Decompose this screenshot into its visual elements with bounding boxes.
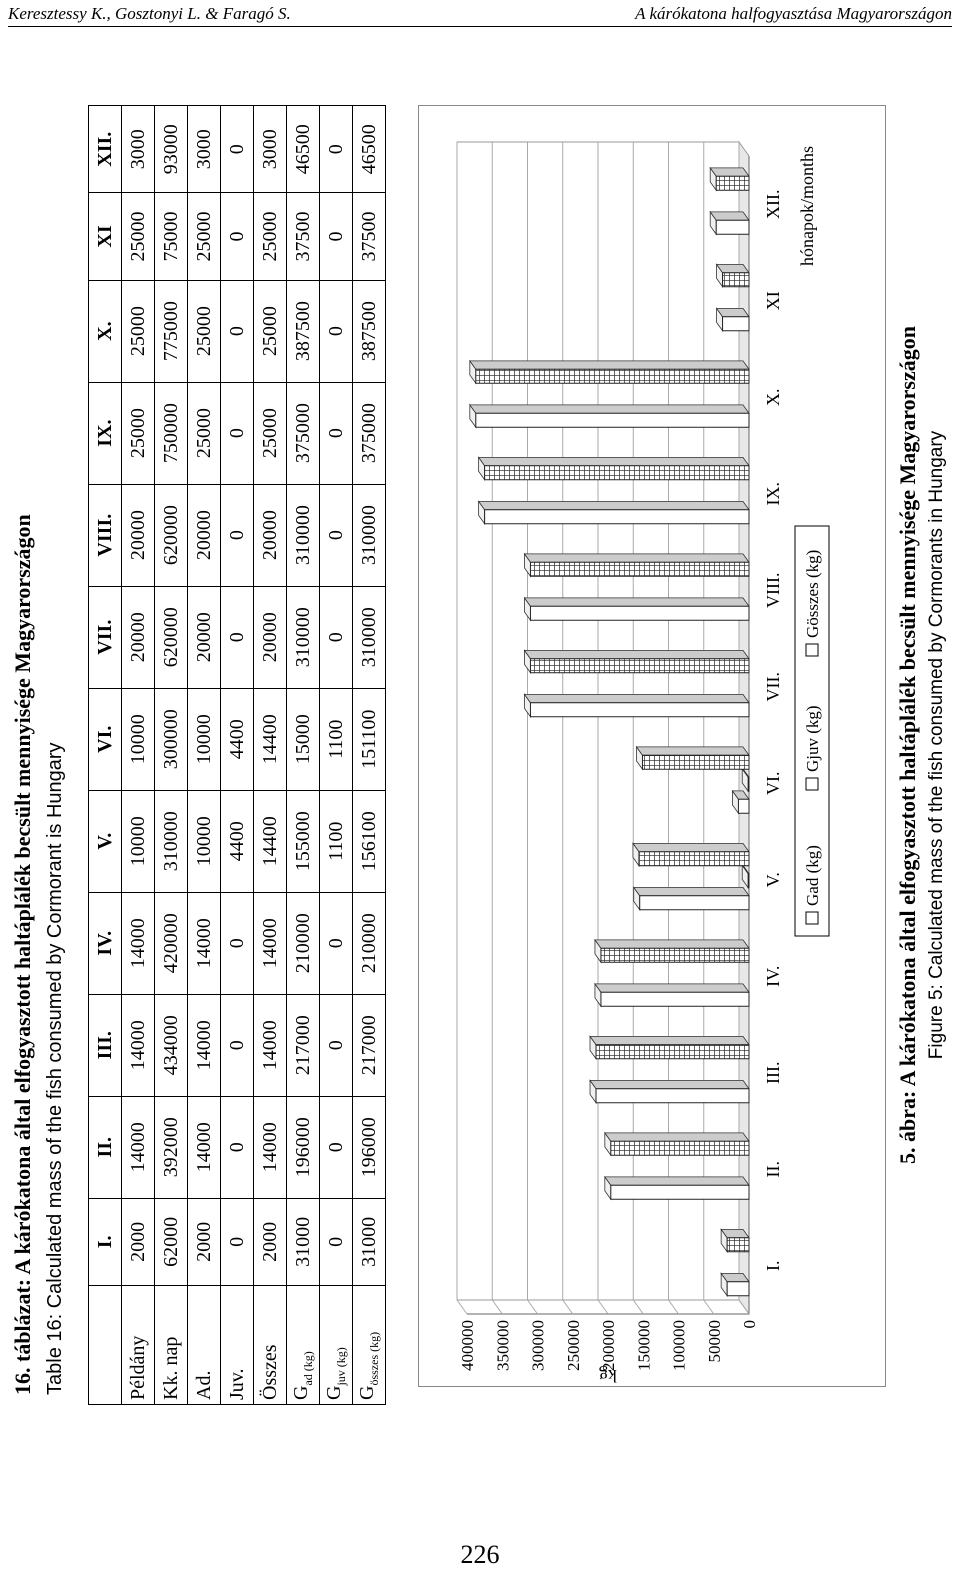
legend-swatch <box>806 644 818 656</box>
table-cell: 14000 <box>254 892 287 994</box>
bar <box>723 273 749 287</box>
bar <box>640 896 749 910</box>
gridline-depth <box>633 1300 643 1314</box>
table-cell: 10000 <box>122 790 155 892</box>
table-cell: 151100 <box>353 688 386 790</box>
bar <box>723 317 749 331</box>
bar-side <box>595 940 749 948</box>
table-cell: 210000 <box>287 892 320 994</box>
bar <box>727 1282 749 1296</box>
data-table <box>88 105 386 1405</box>
bar <box>485 510 749 524</box>
bar-side <box>595 984 749 992</box>
table-cell: 310000 <box>353 586 386 688</box>
bar-side <box>524 554 749 562</box>
bar-side <box>590 1036 749 1044</box>
table-cell: 620000 <box>155 484 188 586</box>
bar <box>639 852 749 866</box>
table-cell: 1100 <box>320 688 353 790</box>
bar-side <box>605 1177 749 1185</box>
table-cell: 0 <box>320 280 353 382</box>
x-tick-label: XII. <box>763 189 783 219</box>
gridline-depth <box>563 1300 573 1314</box>
table-subtitle: Table 16: Calculated mass of the fish consumed by Cormorant is Hungary <box>44 742 66 1395</box>
x-tick-label: VI. <box>763 771 783 795</box>
bar-side <box>470 361 749 369</box>
bar <box>530 659 749 673</box>
row-label-main: G <box>290 1385 312 1400</box>
legend-swatch <box>806 778 818 790</box>
table-cell: 0 <box>320 382 353 484</box>
x-tick-label: VII. <box>763 672 783 702</box>
table-cell: 46500 <box>287 106 320 193</box>
table-cell: 0 <box>320 193 353 280</box>
table-cell: 156100 <box>353 790 386 892</box>
table-cell: 25000 <box>122 280 155 382</box>
table-cell: 14000 <box>254 1096 287 1198</box>
table-cell: 25000 <box>188 280 221 382</box>
legend-label: Gösszes (kg) <box>803 549 822 638</box>
table-cell: 3000 <box>188 106 221 193</box>
table-cell: 14400 <box>254 688 287 790</box>
x-tick-label: II. <box>763 1161 783 1178</box>
table-row <box>221 106 254 1405</box>
table-cell: 25000 <box>254 280 287 382</box>
table-cell: 0 <box>221 586 254 688</box>
row-label <box>353 1286 386 1405</box>
table-cell: 4400 <box>221 688 254 790</box>
table-cell: 0 <box>221 106 254 193</box>
table-cell: 31000 <box>353 1198 386 1285</box>
table-cell: 310000 <box>155 790 188 892</box>
table-cell: 775000 <box>155 280 188 382</box>
table-cell: 3000 <box>122 106 155 193</box>
bar <box>611 1141 749 1155</box>
table-cell: 0 <box>221 1198 254 1285</box>
table-cell: 392000 <box>155 1096 188 1198</box>
table-cell: 0 <box>221 280 254 382</box>
table-cell: 10000 <box>188 688 221 790</box>
bar-side <box>636 747 749 755</box>
table-row <box>287 106 320 1405</box>
table-cell: 0 <box>320 106 353 193</box>
table-cell: 155000 <box>287 790 320 892</box>
row-label: Kk. nap <box>155 1286 188 1405</box>
table-cell: 0 <box>320 484 353 586</box>
table-cell: 196000 <box>353 1096 386 1198</box>
table-cell: 217000 <box>287 994 320 1096</box>
table-cell: 37500 <box>353 193 386 280</box>
bar <box>476 369 749 383</box>
bar-side <box>634 887 749 895</box>
bar <box>530 606 749 620</box>
table-header-row <box>89 106 122 1405</box>
table-cell: 14000 <box>188 1096 221 1198</box>
table-cell: 14000 <box>122 994 155 1096</box>
row-label: Ad. <box>188 1286 221 1405</box>
x-tick-label: V. <box>763 872 783 888</box>
gridline-depth <box>669 1300 679 1314</box>
y-tick-label: 0 <box>740 1320 759 1329</box>
table-cell: 0 <box>320 1096 353 1198</box>
col-header: XI <box>89 193 122 280</box>
legend-label: Gjuv (kg) <box>803 705 822 772</box>
x-tick-label: IV. <box>763 965 783 987</box>
row-label: Példány <box>122 1286 155 1405</box>
table-cell: 0 <box>320 586 353 688</box>
gridline-depth <box>704 1300 714 1314</box>
y-tick-label: 350000 <box>493 1320 513 1371</box>
table-row <box>188 106 221 1405</box>
bar <box>596 1045 749 1059</box>
table-row <box>155 106 188 1405</box>
row-label-sub: ad (kg) <box>301 1351 315 1386</box>
bar-side <box>605 1133 749 1141</box>
table-cell: 2000 <box>254 1198 287 1285</box>
header-running-title: A kárókatona halfogyasztása Magyarországon <box>635 4 952 23</box>
table-cell: 25000 <box>188 193 221 280</box>
table-cell: 387500 <box>287 280 320 382</box>
bar-side <box>710 212 749 220</box>
table-cell: 10000 <box>188 790 221 892</box>
table-cell: 75000 <box>155 193 188 280</box>
table-cell: 375000 <box>287 382 320 484</box>
table-cell: 2000 <box>122 1198 155 1285</box>
col-header: VI. <box>89 688 122 790</box>
chart-frame <box>418 105 886 1387</box>
x-tick-label: I. <box>763 1260 783 1271</box>
table-cell: 62000 <box>155 1198 188 1285</box>
table-cell: 3000 <box>254 106 287 193</box>
gridline-depth <box>492 1300 502 1314</box>
table-cell: 0 <box>221 1096 254 1198</box>
x-tick-label: III. <box>763 1061 783 1084</box>
col-header: IX. <box>89 382 122 484</box>
table-cell: 20000 <box>188 586 221 688</box>
x-tick-label: XI <box>763 291 783 311</box>
bar-chart <box>419 106 885 1386</box>
x-tick-label: X. <box>763 388 783 406</box>
table-cell: 4400 <box>221 790 254 892</box>
table-cell: 31000 <box>287 1198 320 1285</box>
table-cell: 10000 <box>122 688 155 790</box>
table-cell: 20000 <box>254 484 287 586</box>
bar-side <box>524 694 749 702</box>
y-tick-label: 150000 <box>634 1320 654 1371</box>
table-cell: 46500 <box>353 106 386 193</box>
table-cell: 15000 <box>287 688 320 790</box>
bar-side <box>590 1080 749 1088</box>
bar <box>485 466 749 480</box>
row-label-main: G <box>356 1385 378 1400</box>
table-cell: 375000 <box>353 382 386 484</box>
table-cell: 0 <box>320 892 353 994</box>
row-label: Összes <box>254 1286 287 1405</box>
bar <box>716 176 749 190</box>
gridline-depth <box>598 1300 608 1314</box>
table-cell: 20000 <box>188 484 221 586</box>
table-cell: 0 <box>221 484 254 586</box>
bar <box>748 874 749 888</box>
col-header: VIII. <box>89 484 122 586</box>
x-tick-label: VIII. <box>763 572 783 608</box>
bar-side <box>710 168 749 176</box>
col-header: I. <box>89 1198 122 1285</box>
legend-swatch <box>806 912 818 924</box>
table-cell: 25000 <box>254 382 287 484</box>
bar-side <box>479 501 749 509</box>
table-cell: 14000 <box>122 892 155 994</box>
bar <box>601 992 749 1006</box>
table-cell: 20000 <box>122 586 155 688</box>
y-tick-label: 400000 <box>458 1320 477 1371</box>
rotated-content <box>0 25 960 1405</box>
table-cell: 420000 <box>155 892 188 994</box>
row-label-sub: összes (kg) <box>367 1331 381 1386</box>
table-cell: 300000 <box>155 688 188 790</box>
bar-side <box>633 843 749 851</box>
y-axis-label: kg <box>599 1366 617 1386</box>
y-tick-label: 250000 <box>563 1320 583 1371</box>
col-header: X. <box>89 280 122 382</box>
table-cell: 0 <box>221 382 254 484</box>
y-tick-label: 300000 <box>528 1320 548 1371</box>
table-cell: 217000 <box>353 994 386 1096</box>
bar <box>476 413 749 427</box>
table-cell: 93000 <box>155 106 188 193</box>
table-cell: 210000 <box>353 892 386 994</box>
table-cell: 37500 <box>287 193 320 280</box>
bar <box>642 755 749 769</box>
bar-side <box>470 405 749 413</box>
table-cell: 14000 <box>188 892 221 994</box>
corner-cell <box>89 1286 122 1405</box>
y-tick-label: 200000 <box>599 1320 618 1371</box>
bar <box>596 1089 749 1103</box>
bar-side <box>479 457 749 465</box>
gridline-depth <box>528 1300 538 1314</box>
figure-caption-en: Figure 5: Calculated mass of the fish consumed by Cormorants in Hungary <box>926 430 947 1060</box>
table-cell: 0 <box>221 892 254 994</box>
bar <box>611 1185 749 1199</box>
table-row <box>122 106 155 1405</box>
table-title: 16. táblázat: A kárókatona által elfogyasztott haltáplálék becsült mennyisége Magyarországon <box>10 514 35 1395</box>
row-label <box>320 1286 353 1405</box>
table-row <box>320 106 353 1405</box>
table-cell: 14000 <box>188 994 221 1096</box>
col-header: XII. <box>89 106 122 193</box>
table-cell: 2000 <box>188 1198 221 1285</box>
col-header: VII. <box>89 586 122 688</box>
x-tick-label: IX. <box>763 482 783 506</box>
bar-side <box>717 308 749 316</box>
header-authors: Keresztessy K., Gosztonyi L. & Faragó S. <box>8 4 291 23</box>
table-cell: 25000 <box>188 382 221 484</box>
table-cell: 0 <box>221 994 254 1096</box>
table-cell: 20000 <box>122 484 155 586</box>
table-cell: 0 <box>221 193 254 280</box>
table-cell: 310000 <box>287 586 320 688</box>
table-cell: 20000 <box>254 586 287 688</box>
bar <box>738 799 749 813</box>
table-cell: 387500 <box>353 280 386 382</box>
bar-side <box>524 650 749 658</box>
table-cell: 0 <box>320 1198 353 1285</box>
bar <box>716 220 749 234</box>
x-axis-label: hónapok/months <box>797 146 817 266</box>
col-header: III. <box>89 994 122 1096</box>
bar-side <box>524 598 749 606</box>
running-header <box>8 4 952 27</box>
table-cell: 1100 <box>320 790 353 892</box>
bar <box>530 703 749 717</box>
bar <box>748 777 749 791</box>
table-cell: 14000 <box>122 1096 155 1198</box>
table-cell: 434000 <box>155 994 188 1096</box>
row-label <box>287 1286 320 1405</box>
bar <box>727 1238 749 1252</box>
table-cell: 25000 <box>122 382 155 484</box>
col-header: IV. <box>89 892 122 994</box>
table-cell: 25000 <box>122 193 155 280</box>
page-number: 226 <box>460 1540 500 1569</box>
col-header: II. <box>89 1096 122 1198</box>
table-row <box>353 106 386 1405</box>
row-label: Juv. <box>221 1286 254 1405</box>
legend-label: Gad (kg) <box>803 845 822 906</box>
row-label-sub: juv (kg) <box>334 1347 348 1386</box>
col-header: V. <box>89 790 122 892</box>
row-label-main: G <box>323 1385 345 1400</box>
figure-caption-hu: 5. ábra: A kárókatona által elfogyasztott haltáplálék becsült mennyisége Magyarországon <box>895 326 920 1164</box>
bar <box>601 948 749 962</box>
bar <box>530 562 749 576</box>
table-cell: 750000 <box>155 382 188 484</box>
table-cell: 14000 <box>254 994 287 1096</box>
bar-side <box>717 264 749 272</box>
table-cell: 14400 <box>254 790 287 892</box>
table-cell: 310000 <box>353 484 386 586</box>
table-cell: 196000 <box>287 1096 320 1198</box>
table-cell: 310000 <box>287 484 320 586</box>
gridline-depth <box>457 1300 467 1314</box>
table-cell: 620000 <box>155 586 188 688</box>
table-cell: 25000 <box>254 193 287 280</box>
y-tick-label: 50000 <box>704 1320 724 1363</box>
table-cell: 0 <box>320 994 353 1096</box>
y-tick-label: 100000 <box>669 1320 689 1371</box>
table-row <box>254 106 287 1405</box>
